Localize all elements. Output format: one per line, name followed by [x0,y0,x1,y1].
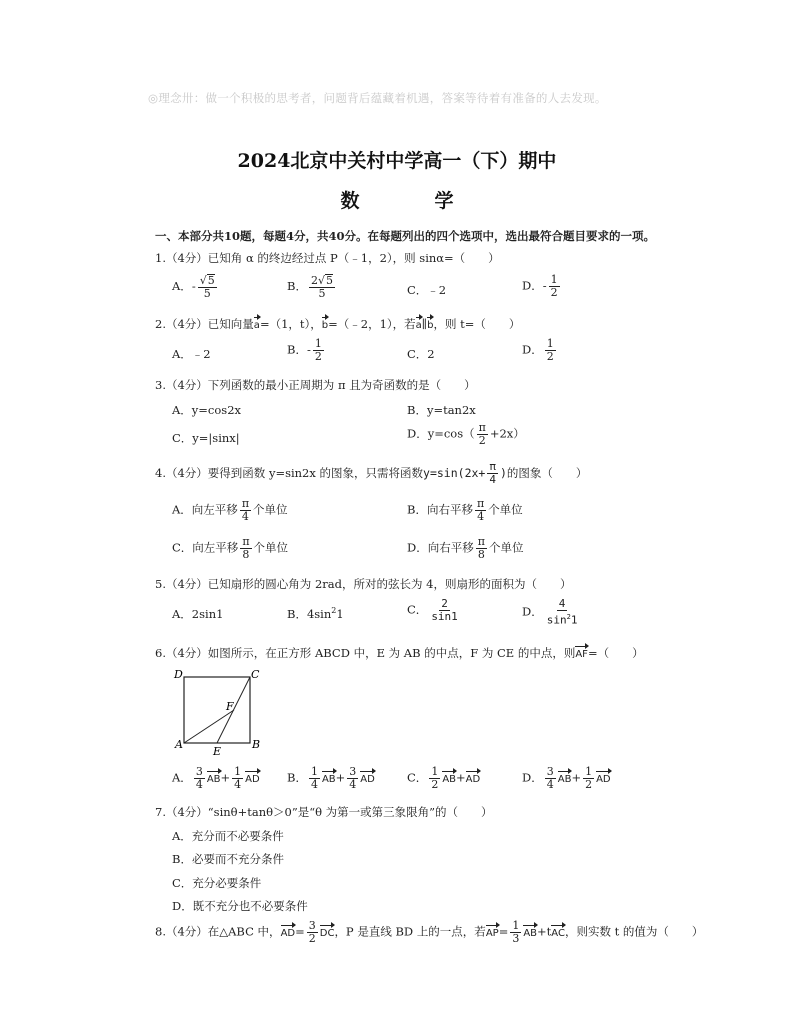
q5-option-a[interactable]: A．2sin1 [172,607,224,621]
square-abcd [184,677,250,743]
q3-option-d[interactable]: D．y=cos（ $\frac{\pi}{2}$ +2x） [407,421,525,447]
q4-option-c[interactable]: C．向左平移 $\frac{\pi}{8}$ 个单位 [172,535,289,561]
q7-option-d[interactable]: D．既不充分也不必要条件 [172,899,308,913]
q1-option-a[interactable]: A．- $\frac{√5}{5}$ [172,274,215,300]
q2-option-c[interactable]: C．2 [407,347,435,361]
q4-option-a[interactable]: A．向左平移 $\frac{\pi}{4}$ 个单位 [172,497,288,523]
fig-label-f: F [226,700,234,713]
q7-option-c[interactable]: C．充分必要条件 [172,876,262,890]
question-1-stem: 1.（4分）已知角 α 的终边经过点 P（﹣1，2），则 sinα=（ ） [155,251,500,265]
fig-label-e: E [213,745,222,758]
q4-option-d[interactable]: D．向右平移 $\frac{\pi}{8}$ 个单位 [407,535,524,561]
fig-label-a: A [175,738,183,751]
question-7-stem: 7.（4分）“sinθ+tanθ＞0”是“θ 为第一或第三象限角”的（ ） [155,805,493,819]
question-6-stem: 6.（4分）如图所示，在正方形 ABCD 中，E 为 AB 的中点，F 为 CE 的中点，则AF=（ ） [155,646,644,660]
q6-option-c[interactable]: C． $\frac{1}{2}$ AB+AD [407,765,481,791]
question-5-stem: 5.（4分）已知扇形的圆心角为 2rad，所对的弦长为 4，则扇形的面积为（ ） [155,577,572,591]
q5-option-d[interactable]: D． $\frac{4}{\sin^21}$ [522,597,578,627]
vector-a: a [253,320,260,331]
q1-option-c[interactable]: C．﹣2 [407,283,447,297]
vector-b: b [321,320,329,331]
question-3-stem: 3.（4分）下列函数的最小正周期为 π 且为奇函数的是（ ） [155,378,476,392]
q3-option-b[interactable]: B．y=tan2x [407,403,476,417]
q6-option-b[interactable]: B． $\frac{1}{4}$ AB+ $\frac{3}{4}$ AD [287,765,375,791]
q2-option-a[interactable]: A．﹣2 [172,347,211,361]
q3-option-c[interactable]: C．y=|sinx| [172,431,240,445]
page-title: 2024北京中关村中学高一（下）期中 [237,150,557,172]
section-instruction: 一、本部分共10题，每题4分，共40分。在每题列出的四个选项中，选出最符合题目要求的一项。 [155,229,656,243]
segment-af [184,710,234,743]
q1-option-b[interactable]: B． $\frac{2√5}{5}$ [287,274,333,300]
vector-a-2: a [415,320,422,331]
fig-label-d: D [174,668,183,681]
q6-option-a[interactable]: A． $\frac{3}{4}$ AB+ $\frac{1}{4}$ AD [172,765,260,791]
q3-option-a[interactable]: A．y=cos2x [172,403,242,417]
question-4-stem: 4.（4分）要得到函数 y=sin2x 的图象，只需将函数y=sin(2x+ $\frac{\pi}{4}$ )的图象（ ） [155,460,588,486]
square-figure [170,665,270,760]
q1-option-d[interactable]: D．- $\frac{1}{2}$ [522,273,558,299]
question-2-stem: 2.（4分）已知向量a=（1，t），b=（﹣2，1），若a∥b，则 t=（ ） [155,317,521,331]
subject-title: 数 学 [340,190,482,212]
watermark: ◎理念卅：做一个积极的思考者，问题背后蕴藏着机遇，答案等待着有准备的人去发现。 [148,91,607,105]
q7-option-a[interactable]: A．充分而不必要条件 [172,829,284,843]
q6-option-d[interactable]: D． $\frac{3}{4}$ AB+ $\frac{1}{2}$ AD [522,765,611,791]
q4-option-b[interactable]: B．向右平移 $\frac{\pi}{4}$ 个单位 [407,497,523,523]
vector-af: AF [575,649,588,660]
fig-label-b: B [252,738,261,751]
q2-option-b[interactable]: B．- $\frac{1}{2}$ [287,337,322,363]
q7-option-b[interactable]: B．必要而不充分条件 [172,852,284,866]
q2-option-d[interactable]: D． $\frac{1}{2}$ [522,337,554,363]
fig-label-c: C [251,668,260,681]
q5-option-b[interactable]: B．$4\sin^21$ [287,606,344,621]
vector-b-2: b [427,320,434,331]
q5-option-c[interactable]: C． $\frac{2}{\sin 1}$ [407,597,458,623]
question-8-stem: 8.（4分）在△ABC 中，AD= $\frac{3}{2}$ DC，P 是直线 BD 上的一点，若AP= $\frac{1}{3}$ AB+tAC，则实数 t 的值为（ ） [155,919,704,945]
